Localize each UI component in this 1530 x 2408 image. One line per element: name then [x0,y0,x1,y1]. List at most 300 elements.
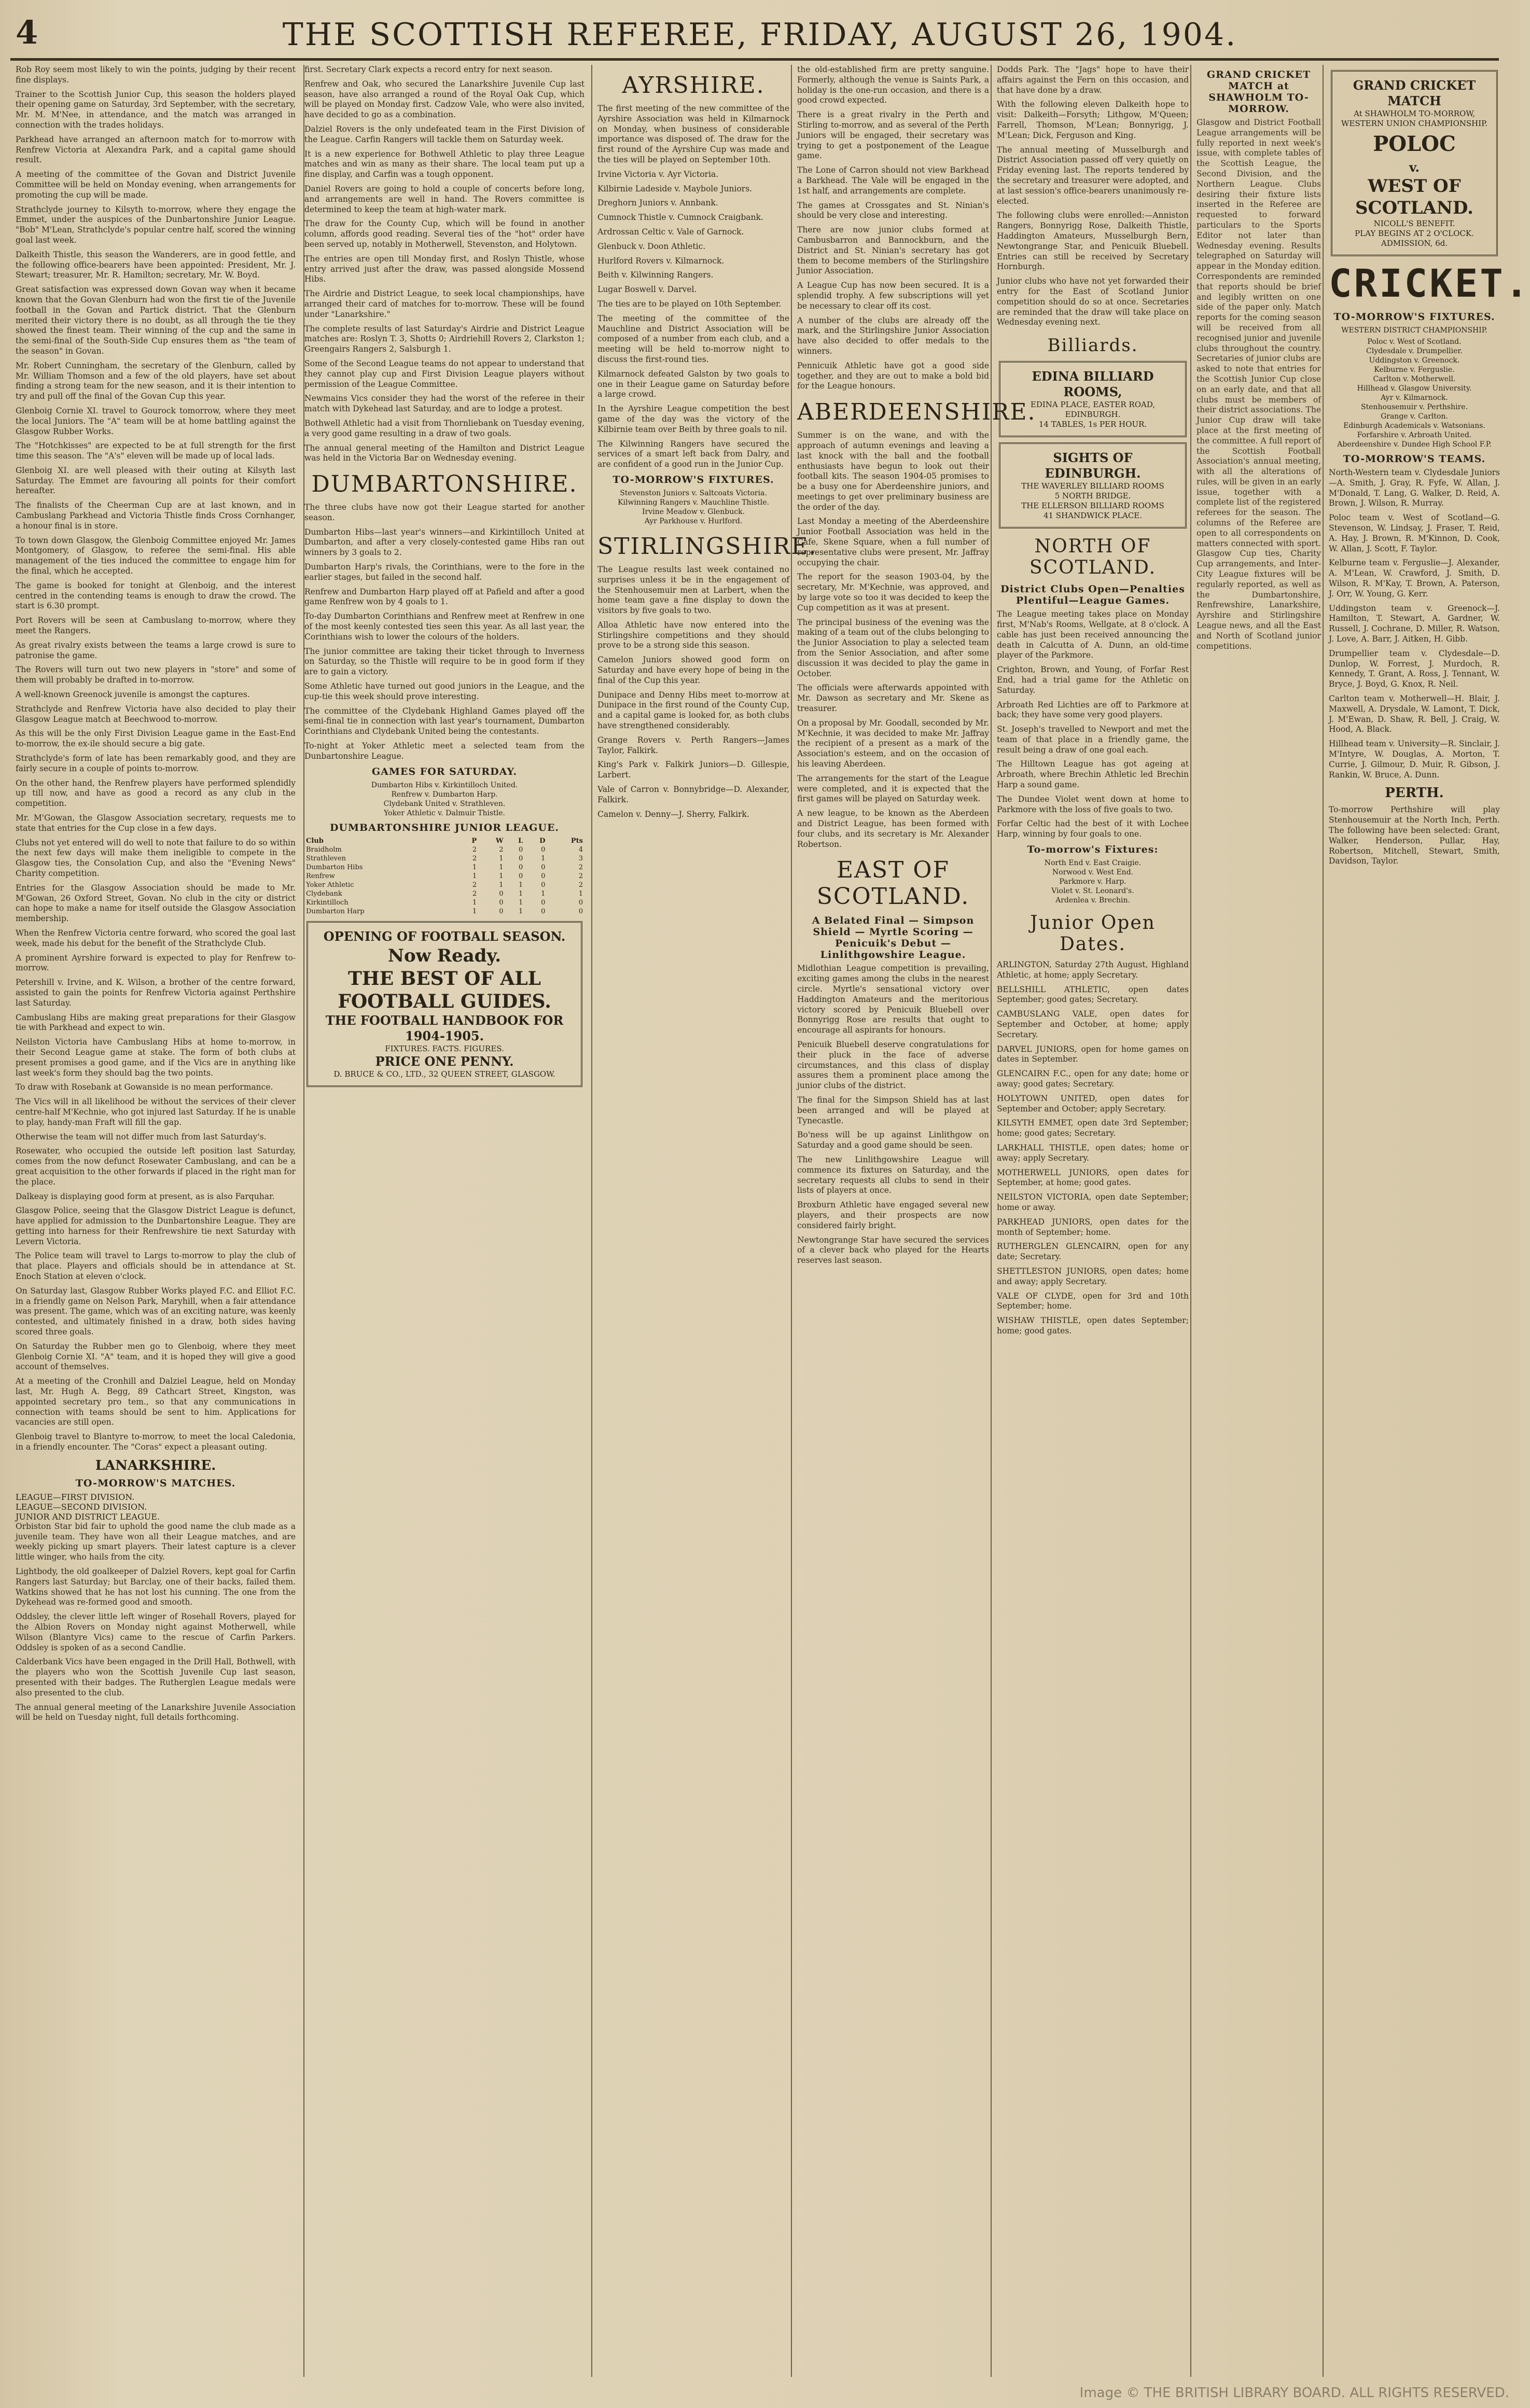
team-list: Kelburne team v. Ferguslie—J. Alexander, A. M'Lean, W. Crawford, J. Smith, D. Wilson, R. M'Kay, T. Brown, A. Paterson, J. Orr, W. Young, G. Kerr. [1329,558,1500,598]
open-date-entry: NEILSTON VICTORIA, open date September; home or away. [997,1192,1189,1212]
column-6 [1190,65,1321,2377]
article-paragraph: Broxburn Athletic have engaged several new players, and their prospects are now considered fairly bright. [797,1200,989,1230]
article-paragraph: Dalziel Rovers is the only undefeated team in the First Division of the League. Carfin Rangers will tackle them on Saturday week. [304,124,585,144]
grand-line-5: v. [1409,160,1420,175]
table-cell: 0 [541,907,546,915]
east-articles [797,964,989,1266]
grand-line-8: PLAY BEGINS AT 2 O'CLOCK. [1355,229,1474,238]
stirlingshire-heading: STIRLINGSHIRE. [597,533,817,560]
table-row [304,854,585,863]
ayrshire-fixtures-heading: TO-MORROW'S FIXTURES. [613,474,774,485]
junior-open-heading: Junior Open Dates. [1030,912,1156,955]
fixture-line: Clydesdale v. Drumpellier. [1366,347,1463,355]
grand-line-1: GRAND CRICKET MATCH [1353,78,1476,108]
article-paragraph: On Saturday the Rubber men go to Glenboig, where they meet Glenboig Cornie XI. "A" team, and it is hoped they will give a good account of themselves. [16,1341,296,1372]
stirlingshire-articles [597,565,789,820]
article-paragraph: To draw with Rosebank at Gowanside is no mean performance. [16,1082,273,1092]
article-paragraph: St. Joseph's travelled to Newport and met the team of that place in a friendly game, the result being a draw of one goal each. [997,725,1189,755]
article-paragraph: The League meeting takes place on Monday first, M'Nab's Rooms, Wellgate, at 8 o'clock. A cable has just been received announcing the death in Calcutta of A. Dunn, an old-time player of the Parkmore. [997,609,1189,660]
article-paragraph: There is a great rivalry in the Perth and Stirling to-morrow, and as several of the Perth Juniors will be engaged, their secretary was trying to get a postponement of the League game. [797,110,989,161]
table-row [304,889,585,898]
table-cell: 0 [499,898,504,907]
article-paragraph: A well-known Greenock juvenile is amongst the captures. [16,690,250,700]
league-col-header: P [471,837,477,845]
ayrshire-more [597,314,789,470]
dunbartonshire-heading: DUMBARTONSHIRE. [311,471,578,498]
ayrshire-articles [597,104,789,310]
team-list: Poloc team v. West of Scotland—G. Stevenson, W. Lindsay, J. Fraser, T. Reid, A. Hay, J. Brown, R. M'Kinnon, D. Cook, W. Allan, J. Scott, F. Taylor. [1329,513,1500,553]
open-date-entry: ARLINGTON, Saturday 27th August, Highland Athletic, at home; apply Secretary. [997,960,1189,980]
aberdeenshire-heading: ABERDEENSHIRE. [797,399,1036,426]
article-paragraph: Ardrossan Celtic v. Vale of Garnock. [597,227,744,236]
article-paragraph: The entries are open till Monday first, and Roslyn Thistle, whose entry arrived just after the draw, was passed alongside Mossend Hibs. [304,254,585,284]
league-col-header: L [518,837,523,845]
table-cell: Yoker Athletic [306,881,354,889]
article-paragraph: On a proposal by Mr. Goodall, seconded by Mr. M'Kechnie, it was decided to make Mr. Jaffray the recipient of a present as a mark of the Association's esteem, and on the occasion of his leaving Aberdeen. [797,718,989,769]
article-paragraph: Glenboig travel to Blantyre to-morrow, to meet the local Caledonia, in a friendly encounter. The "Coras" expect a pleasant outing. [16,1432,296,1452]
table-cell: Braidholm [306,845,342,854]
fixture-line: Ayr Parkhouse v. Hurlford. [644,517,743,525]
table-cell: 0 [499,907,504,915]
article-paragraph: King's Park v. Falkirk Juniors—D. Gillespie, Larbert. [597,760,789,780]
dunbartonshire-articles [304,503,585,762]
open-date-entry: HOLYTOWN UNITED, open dates for September and October; apply Secretary. [997,1093,1189,1113]
article-paragraph: Alloa Athletic have now entered into the Stirlingshire competitions and they should prove to be a strong side this season. [597,620,789,650]
cricket-banner: CRICKET. [1329,261,1530,306]
edina-line-1: EDINA BILLIARD ROOMS, [1032,369,1154,400]
fixture-line: Aberdeenshire v. Dundee High School F.P. [1337,440,1492,449]
article-paragraph: The games at Crossgates and St. Ninian's should be very close and interesting. [797,200,989,220]
table-cell: Dumbarton Hibs [306,863,363,871]
table-cell: 1 [472,898,477,907]
edina-line-2: EDINA PLACE, EASTER ROAD, EDINBURGH. [1030,400,1156,420]
open-date-entry: PARKHEAD JUNIORS, open dates for the month of September; home. [997,1217,1189,1237]
ad-line-3: THE BEST OF ALL FOOTBALL GUIDES. [338,967,551,1012]
column-2 [303,65,585,2377]
article-paragraph: Beith v. Kilwinning Rangers. [597,270,714,280]
article-paragraph: There are now junior clubs formed at Cambusbarron and Bannockburn, and the District and St. Ninian's secretary has got them to become members of the Stirlingshire Junior Association. [797,225,989,276]
north-subheading: District Clubs Open—Penalties Plentiful—League Games. [1000,583,1185,607]
article-paragraph: Great satisfaction was expressed down Govan way when it became known that the Govan Glenburn had won the first tie of the Juvenile football in the Govan and Partick district. That the Glenburn merited their victory there is no doubt, as all through the tie they showed the finest team. Their winning of the cup and the same in the semi-final of the South-Side Cup ensures them as "the team of the season" in Govan. [16,285,296,356]
col4-articles [797,65,989,392]
article-paragraph: Renfrew and Dumbarton Harp played off at Pafield and after a good game Renfrew won by 4 goals to 1. [304,587,585,607]
table-cell: 0 [518,863,523,871]
article-paragraph: Kilmarnock defeated Galston by two goals to one in their League game on Saturday before a large crowd. [597,369,789,399]
article-paragraph: Lightbody, the old goalkeeper of Dalziel Rovers, kept goal for Carfin Rangers last Saturday; but Barclay, one of their backs, failed them. Watkins showed that he has not lost his cunning. The one from the Dykehead was re-formed good and smooth. [16,1567,296,1607]
article-paragraph: The three clubs have now got their League started for another season. [304,503,585,522]
team-list: Uddingston team v. Greenock—J. Hamilton, T. Stewart, A. Gardner, W. Russell, J. Cochrane, D. Miller, R. Watson, J. Love, A. Barr, J. Aitken, H. Gibb. [1329,603,1500,644]
fixture-line: Edinburgh Academicals v. Watsonians. [1343,422,1485,430]
article-paragraph: Penicuik Bluebell deserve congratulations for their pluck in the face of adverse circumstances, and this class of display assures them a prominent place among the junior clubs of the district. [797,1039,989,1091]
article-paragraph: The meeting of the committee of the Mauchline and District Association will be composed of a number from each club, and a meeting will be held to-morrow night to discuss the first-round ties. [597,313,789,364]
article-paragraph: Trainer to the Scottish Junior Cup, this season the holders played their opening game on Saturday, 3rd September, with the secretary, Mr. M. M'Nee, in attendance, and the match was arranged in connection with the trades holidays. [16,89,296,130]
article-paragraph: The junior committee are taking their ticket through to Inverness on Saturday, so the Thistle will require to be in good form if they are to gain a victory. [304,646,585,677]
table-cell: 1 [541,854,546,862]
masthead-rule [10,58,1499,61]
article-paragraph: Grange Rovers v. Perth Rangers—James Taylor, Falkirk. [597,735,789,755]
article-paragraph: Some of the Second League teams do not appear to understand that they cannot play cup and First Division League players without permission of the League Committee. [304,358,585,389]
fixture-line: Ardenlea v. Brechin. [1055,896,1130,905]
open-date-entry: LARKHALL THISTLE, open dates; home or away; apply Secretary. [997,1143,1189,1163]
fixture-line: Renfrew v. Dumbarton Harp. [391,790,498,799]
team-list: Drumpellier team v. Clydesdale—D. Dunlop, W. Forrest, J. Murdoch, R. Kennedy, T. Grant, A. Ross, J. Tennant, W. Bryce, J. Boyd, G. Knox, R. Neil. [1329,648,1500,689]
grand-line-7: NICOLL'S BENEFIT. [1373,219,1455,228]
fixture-line: Stevenston Juniors v. Saltcoats Victoria. [620,489,767,497]
article-paragraph: The finalists of the Cheerman Cup are at last known, and in Cambuslang Parkhead and Victoria Thistle finds Cross Cornhanger, a honour final is in store. [16,500,296,531]
table-cell: 1 [518,881,523,889]
article-paragraph: Glenboig Cornie XI. travel to Gourock tomorrow, where they meet the local Juniors. The "A" team will be at home battling against the Glasgow Rubber Works. [16,406,296,436]
edina-billiards-ad [999,361,1187,437]
grand-line-4: POLOC [1373,132,1456,156]
copyright-credit: Image © THE BRITISH LIBRARY BOARD. ALL RIGHTS RESERVED. [1079,2385,1509,2401]
games-heading: GAMES FOR SATURDAY. [371,765,518,777]
article-paragraph: Dreghorn Juniors v. Annbank. [597,198,718,208]
article-paragraph: At a meeting of the Cronhill and Dalziel League, held on Monday last, Mr. Hugh A. Begg, 89 Cathcart Street, Kingston, was appointed secretary pro tem., so that any communications in connection with teams should be sent to him. Applications for vacancies are still open. [16,1376,296,1427]
league-col-header: Club [306,837,324,845]
open-date-entry: GLENCAIRN F.C., open for any date; home or away; good gates; Secretary. [997,1069,1189,1089]
article-paragraph: Cumnock Thistle v. Cumnock Craigbank. [597,213,763,222]
cricket-teams [1329,468,1500,780]
fixture-line: North End v. East Craigie. [1044,859,1142,868]
article-paragraph: Neilston Victoria have Cambuslang Hibs at home to-morrow, in their Second League game at stake. The form of both clubs at present promises a good game, and if the Vics are in anything like last week's form they should bag the two points. [16,1037,296,1078]
article-paragraph: The report for the season 1903-04, by the secretary, Mr. M'Kechnie, was approved, and by large vote so too it was decided to keep the Cup competition as it was at present. [797,572,989,613]
column-5 [991,65,1189,2377]
fixture-line: Irvine Meadow v. Glenbuck. [642,507,745,516]
table-cell: 0 [499,889,504,898]
fixture-line: Uddingston v. Greenock. [1369,356,1460,365]
grand-line-2: At SHAWHOLM TO-MORROW, [1354,109,1475,118]
table-cell: Strathleven [306,854,346,862]
article-paragraph: The ties are to be played on 10th September. [597,299,782,309]
table-cell: 1 [499,872,504,880]
article-paragraph: The "Hotchkisses" are expected to be at full strength for the first time this season. The "A's" eleven will be made up of local lads. [16,441,296,461]
article-paragraph: first. Secretary Clark expects a record entry for next season. [304,65,553,74]
article-paragraph: The annual general meeting of the Lanarkshire Juvenile Association will be held on Tuesday night, full details forthcoming. [16,1702,296,1722]
article-paragraph: Glasgow Police, seeing that the Glasgow District League is defunct, have applied for admission to the Dunbartonshire League. They are getting into harness for their Renfrewshire tie next Saturday with Levern Victoria. [16,1206,296,1246]
ayrshire-fixtures [597,489,789,526]
table-row [304,863,585,872]
column-4 [791,65,1036,2377]
fixture-line: Dumbarton Hibs v. Kirkintilloch United. [371,781,518,789]
col2-articles [304,65,585,464]
article-paragraph: Dalkeay is displaying good form at present, as is also Farquhar. [16,1191,275,1201]
open-date-entry: VALE OF CLYDE, open for 3rd and 10th September; home. [997,1291,1189,1311]
article-paragraph: Midlothian League competition is prevailing, exciting games among the clubs in the nearest circle. Myrtle's sensational victory over Haddington Amateurs and the meritorious victory scored by Penicuik Bluebell over Bonnyrigg Rose are results that ought to encourage all aspirants for honours. [797,964,989,1035]
table-cell: 0 [518,872,523,880]
open-date-entry: BELLSHILL ATHLETIC, open dates September; good gates; Secretary. [997,984,1189,1005]
fixture-line: Kelburne v. Ferguslie. [1374,366,1455,374]
article-paragraph: The Dundee Violet went down at home to Parkmore with the loss of five goals to two. [997,794,1189,814]
sights-ad [999,442,1187,528]
article-paragraph: Orbiston Star bid fair to uphold the good name the club made as a juvenile team. They have won all their League matches, and are weekly picking up smart players. Their latest capture is a clever little winger, who hails from the city. [16,1521,296,1562]
article-paragraph: The final for the Simpson Shield has at last been arranged and will be played at Tynecastle. [797,1095,989,1125]
article-paragraph: Parkhead have arranged an afternoon match for to-morrow with Renfrew Victoria at Alexandra Park, and a capital game should result. [16,134,296,165]
league-section-label: LEAGUE—SECOND DIVISION. [16,1501,147,1512]
table-cell: 2 [472,845,477,854]
cricket-fixtures [1329,337,1500,449]
fixture-line: Kilwinning Rangers v. Mauchline Thistle. [618,498,769,507]
games-list [304,781,585,818]
fixture-line: Ayr v. Kilmarnock. [1381,394,1448,402]
article-paragraph: Port Rovers will be seen at Cambuslang to-morrow, where they meet the Rangers. [16,616,296,636]
table-cell: Clydebank [306,889,342,898]
table-cell: 1 [578,889,583,898]
article-paragraph: Bo'ness will be up against Linlithgow on Saturday and a good game should be seen. [797,1130,989,1150]
table-cell: Dumbarton Harp [306,907,365,915]
article-paragraph: The draw for the County Cup, which will be found in another column, affords good reading. Several ties of the "hot" order have been served up, notably in Motherwell, Stevenston, and Holytown. [304,219,585,249]
article-paragraph: Dumbarton Hibs—last year's winners—and Kirkintilloch United at Dumbarton, and after a very closely-contested game Hibs ran out winners by 3 goals to 2. [304,527,585,558]
table-cell: 4 [578,845,583,854]
article-paragraph: Some Athletic have turned out good juniors in the League, and the cup-tie this week should prove interesting. [304,681,585,701]
ad-line-2: Now Ready. [387,945,502,966]
article-paragraph: A meeting of the committee of the Govan and District Juvenile Committee will be held on Monday evening, when arrangements for promoting the cup will be made. [16,170,296,200]
article-paragraph: Otherwise the team will not differ much from last Saturday's. [16,1132,267,1142]
article-paragraph: Strathclyde journey to Kilsyth to-morrow, where they engage the Emmet, under the auspices of the Dunbartonshire Junior League. "Bob" M'Lean, Strathclyde's popular centre half, scored the winning goal last week. [16,204,296,245]
table-row [304,881,585,889]
league-col-header: D [539,837,546,845]
article-paragraph: Dumbarton Harp's rivals, the Corinthians, were to the fore in the earlier stages, but failed in the second half. [304,562,585,582]
article-paragraph: The annual meeting of Musselburgh and District Association passed off very quietly on Friday evening last. The reports tendered by the secretary and treasurer were adopted, and at last session's office-bearers unanimously re-elected. [997,145,1189,206]
table-cell: 2 [472,881,477,889]
sights-line-5: 41 SHANDWICK PLACE. [1043,511,1143,521]
sights-line-4: THE ELLERSON BILLIARD ROOMS [1021,501,1164,511]
north-heading: NORTH OF SCOTLAND. [1029,536,1157,579]
table-row [304,845,585,854]
grand-cricket-ad [1331,70,1498,256]
table-cell: 0 [518,854,523,862]
table-cell: 2 [472,889,477,898]
article-paragraph: A League Cup has now been secured. It is a splendid trophy. A few subscriptions will yet be necessary to clear off its cost. [797,281,989,311]
article-paragraph: Mr. Robert Cunningham, the secretary of the Glenburn, called by Mr. William Thomson and a few of the old players, have set about finding a strong team for the new season, and it is their intention to try and pull off the final of the Govan Cup this year. [16,360,296,401]
article-paragraph: The Kilwinning Rangers have secured the services of a smart left back from Dalry, and are confident of a good run in the Junior Cup. [597,439,789,469]
article-paragraph: The principal business of the evening was the making of a team out of the clubs belonging to the Junior Association to play a selected team from the Senior Association, and after some discussion it was decided to play the game in October. [797,617,989,678]
perth-text: To-morrow Perthshire will play Stenhousemuir at the North Inch, Perth. The following have been selected: Grant, Walker, Henderson, Pullar, Hay, Robertson, Mitchell, Stewart, Smith, Davidson, Taylor. [1329,805,1500,866]
table-cell: 2 [578,881,583,889]
team-list: Carlton team v. Motherwell—H. Blair, J. Maxwell, A. Drysdale, W. Lamont, T. Dick, J. M'Ewan, D. Shaw, R. Bell, J. Craig, W. Hood, A. Black. [1329,693,1500,734]
table-cell: 1 [499,863,504,871]
article-paragraph: Strathclyde's form of late has been remarkably good, and they are fairly secure in a couple of points to-morrow. [16,754,296,773]
article-paragraph: Clubs not yet entered will do well to note that failure to do so within the next few days will make them ineligible to compete in the Glasgow ties, the Consolation Cup, and also the "Evening News" Charity competition. [16,838,296,878]
billiards-heading: Billiards. [1047,335,1138,356]
article-paragraph: As great rivalry exists between the teams a large crowd is sure to patronise the game. [16,640,296,660]
table-cell: 2 [578,863,583,871]
league-col-header: W [495,837,504,845]
article-paragraph: Last Monday a meeting of the Aberdeenshire Junior Football Association was held in the Cafe, Skene Square, when a full number of representative clubs were present, Mr. Jaffray occupying the chair. [797,517,989,567]
article-paragraph: A prominent Ayrshire forward is expected to play for Renfrew to-morrow. [16,953,296,973]
fixture-line: Hillhead v. Glasgow University. [1357,384,1472,393]
article-paragraph: Lugar Boswell v. Darvel. [597,285,697,295]
article-paragraph: When the Renfrew Victoria centre forward, who scored the goal last week, made his debut for the benefit of the Strathclyde Club. [16,928,296,948]
article-paragraph: Forfar Celtic had the best of it with Lochee Harp, winning by four goals to one. [997,819,1189,839]
article-paragraph: Camelon Juniors showed good form on Saturday and have every hope of being in the final of the Cup this year. [597,655,789,685]
table-cell: 0 [541,898,546,907]
table-cell: Kirkintilloch [306,898,349,907]
table-row [304,907,585,916]
open-date-entry: DARVEL JUNIORS, open for home games on dates in September. [997,1044,1189,1064]
article-paragraph: The arrangements for the start of the League were completed, and it is expected that the first games will be played on Saturday week. [797,773,989,804]
football-guide-ad [307,921,582,1087]
sights-line-1: SIGHTS OF EDINBURGH. [1045,450,1141,481]
ad-line-7: D. BRUCE & CO., LTD., 32 QUEEN STREET, GLASGOW. [333,1069,555,1079]
table-cell: Renfrew [306,872,335,880]
team-list: North-Western team v. Clydesdale Juniors—A. Smith, J. Gray, R. Fyfe, W. Allan, J. M'Donald, T. Lang, G. Walker, D. Reid, A. Brown, J. Wilson, R. Murray. [1329,468,1500,508]
fixture-line: Poloc v. West of Scotland. [1367,338,1462,346]
article-paragraph: Glenboig XI. are well pleased with their outing at Kilsyth last Saturday. The Emmet are favouring all points for their comfort hereafter. [16,465,296,496]
fixture-line: Violet v. St. Leonard's. [1051,887,1134,896]
table-cell: 1 [518,889,523,898]
col6-text: Glasgow and District Football League arrangements will be fully reported in next week's issue, with complete tables of the Scottish League, the Second Division, and the Northern League. Clubs desiring their fixture lists inserted in the Referee are requested to forward particulars to the Sports Editor not later than Wednesday evening. Results telegraphed on Saturday will appear in the Monday edition. Correspondents are reminded that reports should be brief and legibly written on one side of the paper only. Match reports for the coming season will be received from all recognised junior and juvenile clubs throughout the country. Secretaries of junior clubs are asked to note that entries for the Scottish Junior Cup close on an early date, and that all clubs must be members of their district associations. The Junior Cup draw will take place at the first meeting of the committee. A full report of the Scottish Football Association's annual meeting, with all the alterations of rules, will be given in an early issue, together with a complete list of the registered referees for the season. The columns of the Referee are open to all correspondents on matters connected with sport. Glasgow Cup ties, Charity Cup arrangements, and Inter-City League fixtures will be regularly reported, as well as the Dumbartonshire, Renfrewshire, Lanarkshire, Ayrshire and Stirlingshire League news, and all the East and North of Scotland junior competitions. [1197,118,1321,651]
table-row [304,872,585,881]
article-paragraph: The Rovers will turn out two new players in "store" and some of them will probably be drafted in to-morrow. [16,665,296,685]
fixture-line: Clydebank United v. Strathleven. [383,799,506,808]
article-paragraph: Renfrew and Oak, who secured the Lanarkshire Juvenile Cup last season, have also arranged a round of the Royal Oak Cup, which will be played on Monday first. Cadzow Vale, who were also invited, have decided to go as a combination. [304,79,585,120]
table-cell: 0 [541,872,546,880]
league-col-header: Pts [571,837,583,845]
article-paragraph: It is a new experience for Bothwell Athletic to play three League matches and win as many as their share. The local team put up a fine display, and Carfin was a tough opponent. [304,149,585,179]
league-heading: DUMBARTONSHIRE JUNIOR LEAGUE. [329,822,560,833]
article-paragraph: Daniel Rovers are going to hold a couple of concerts before long, and arrangements are well in hand. The Rovers committee is determined to keep the team at high-water mark. [304,184,585,214]
lanarkshire-heading: LANARKSHIRE. [95,1457,216,1473]
grand-line-6: WEST OF SCOTLAND. [1355,176,1473,218]
article-paragraph: The Police team will travel to Largs to-morrow to play the club of that place. Players and officials should be in attendance at St. Enoch Station at eleven o'clock. [16,1251,296,1282]
table-cell: 0 [578,898,583,907]
table-cell: 1 [499,854,504,862]
article-paragraph: On the other hand, the Renfrew players have performed splendidly up till now, and have as good a record as any club in the competition. [16,778,296,809]
article-paragraph: Mr. M'Gowan, the Glasgow Association secretary, requests me to state that entries for the Cup close in a few days. [16,813,296,833]
lanarkshire-subheading: TO-MORROW'S MATCHES. [75,1477,236,1489]
sights-line-3: 5 NORTH BRIDGE. [1054,491,1131,501]
article-paragraph: With the following eleven Dalkeith hope to visit: Dalkeith—Forsyth; Lithgow, M'Queen; Farrell, Thomson, M'Lean; Bonnyrigg, J. M'Lean; Dick, Ferguson and King. [997,100,1189,140]
article-paragraph: The following clubs were enrolled:—Anniston Rangers, Bonnyrigg Rose, Dalkeith Thistle, Haddington Amateurs, Musselburgh Bern, Newtongrange Star, and Penicuik Bluebell. Entries can still be received by Secretary Hornburgh. [997,211,1189,272]
article-paragraph: In the Ayrshire League competition the best game of the day was the victory of the Kilbirnie team over Beith by three goals to nil. [597,404,789,434]
edina-line-3: 14 TABLES, 1s PER HOUR. [1038,420,1147,429]
article-paragraph: Arbroath Red Lichties are off to Parkmore at back; they have some very good players. [997,700,1189,720]
table-cell: 1 [472,907,477,915]
article-paragraph: Bothwell Athletic had a visit from Thornliebank on Tuesday evening, a very good game resulting in a draw of two goals. [304,418,585,438]
team-list: Hillhead team v. University—R. Sinclair, J. M'Intyre, W. Douglas, A. Morton, T. Currie, J. Gilmour, D. Muir, R. Gibson, J. Rankin, W. Bruce, A. Dunn. [1329,739,1500,780]
sights-line-2: THE WAVERLEY BILLIARD ROOMS [1021,481,1164,491]
cricket-fixtures-heading: TO-MORROW'S FIXTURES. [1333,311,1495,323]
perth-heading: PERTH. [1385,785,1444,801]
north-articles [997,609,1189,840]
cricket-fixtures-sub: WESTERN DISTRICT CHAMPIONSHIP. [1341,326,1487,335]
col5-articles [997,65,1189,328]
article-paragraph: Petershill v. Irvine, and K. Wilson, a brother of the centre forward, assisted to gain the points for Renfrew Victoria against Perthshire last Saturday. [16,978,296,1008]
article-paragraph: The complete results of last Saturday's Airdrie and District League matches are: Roslyn T. 3, Shotts 0; Airdriehill Rovers 2, Clarkston 1; Greengairs Rangers 2, Salsburgh 1. [304,324,585,354]
article-paragraph: To-night at Yoker Athletic meet a selected team from the Dunbartonshire League. [304,741,585,761]
table-cell: 1 [472,863,477,871]
fixture-line: Forfarshire v. Arbroath United. [1357,431,1472,439]
article-paragraph: Newtongrange Star have secured the services of a clever back who played for the Hearts reserves last season. [797,1235,989,1265]
article-paragraph: The game is booked for tonight at Glenboig, and the interest centred in the contending teams is enough to draw the crowd. The start is 6.30 prompt. [16,580,296,611]
table-cell: 1 [472,872,477,880]
table-cell: 0 [578,907,583,915]
table-cell: 1 [541,889,546,898]
table-cell: 1 [518,907,523,915]
article-paragraph: Dodds Park. The "Jags" hope to have their affairs against the Fern on this occasion, and that have done by a draw. [997,65,1189,95]
article-paragraph: Summer is on the wane, and with the approach of autumn evenings and leaving a last knock with the ball and the football enthusiasts have begun to look out their football kits. The season 1904-05 promises to be a busy one for Aberdeenshire juniors, and meetings to get over preliminary business are the order of the day. [797,430,989,512]
article-paragraph: A new league, to be known as the Aberdeen and District League, has been formed with four clubs, and its secretary is Mr. Alexander Robertson. [797,809,989,849]
article-paragraph: Strathclyde and Renfrew Victoria have also decided to play their Glasgow League match at Beechwood to-morrow. [16,704,296,724]
league-section-label: LEAGUE—FIRST DIVISION. [16,1492,135,1502]
article-paragraph: Vale of Carron v. Bonnybridge—D. Alexander, Falkirk. [597,785,789,804]
article-paragraph: Junior clubs who have not yet forwarded their entry for the East of Scotland Junior competition should do so at once. Secretaries are reminded that the draw will take place on Wednesday evening next. [997,276,1189,327]
junior-open-entries [997,960,1189,1337]
grand-line-9: ADMISSION, 6d. [1381,239,1448,248]
fixture-line: Parkmore v. Harp. [1059,878,1126,886]
newspaper-title: THE SCOTTISH REFEREE, FRIDAY, AUGUST 26, 1904. [282,17,1237,53]
article-paragraph: Dalkeith Thistle, this season the Wanderers, are in good fettle, and the following office-bearers have been appointed: President, Mr. J. Stewart; treasurer, Mr. R. Hamilton; secretary, Mr. W. Boyd. [16,249,296,280]
open-date-entry: SHETTLESTON JUNIORS, open dates; home and away; apply Secretary. [997,1266,1189,1286]
col1-articles-after [16,1522,296,1723]
article-paragraph: Calderbank Vics have been engaged in the Drill Hall, Bothwell, with the players who won the Scottish Juvenile Cup last season, presented with their badges. The Rutherglen League medals were also presented to the club. [16,1657,296,1697]
table-cell: 0 [541,881,546,889]
table-cell: 3 [578,854,583,862]
table-cell: 2 [578,872,583,880]
article-paragraph: The officials were afterwards appointed with Mr. Dawson as secretary and Mr. Skene as treasurer. [797,683,989,714]
table-cell: 1 [499,881,504,889]
league-table [304,837,585,916]
north-fixtures-heading: To-morrow's Fixtures: [1027,844,1159,856]
article-paragraph: Rosewater, who occupied the outside left position last Saturday, comes from the now defunct Rosewater Cambuslang, and can be a great acquisition to the other forwards if placed in the right man for the place. [16,1146,296,1187]
table-cell: 2 [499,845,504,854]
open-date-entry: CAMBUSLANG VALE, open dates for September and October, at home; apply Secretary. [997,1009,1189,1039]
col6-heading: GRAND CRICKET MATCH at SHAWHOLM TO-MORROW. [1206,69,1311,115]
article-paragraph: Pennicuik Athletic have got a good side together, and they are out to make a bold bid for the League honours. [797,360,989,391]
article-paragraph: A number of the clubs are already off the mark, and the Stirlingshire Junior Association have also decided to offer medals to the winners. [797,315,989,356]
open-date-entry: WISHAW THISTLE, open dates September; home; good gates. [997,1316,1189,1335]
article-paragraph: The Airdrie and District League, to seek local championships, have arranged their card of matches for to-morrow. These will be found under "Lanarkshire." [304,289,585,319]
table-cell: 1 [518,898,523,907]
masthead [0,9,1520,56]
ad-line-6: PRICE ONE PENNY. [375,1053,514,1069]
article-paragraph: The committee of the Clydebank Highland Games played off the semi-final tie in connection with last year's tournament, Dumbarton Corinthians and Clydebank United being the contestants. [304,706,585,736]
article-paragraph: To-day Dumbarton Corinthians and Renfrew meet at Renfrew in one of the most keenly contested ties seen this year. As all last year, the Corinthians wish to lower the colours of the holders. [304,611,585,642]
article-paragraph: Camelon v. Denny—J. Sherry, Falkirk. [597,809,749,819]
article-paragraph: As this will be the only First Division League game in the East-End to-morrow, the ex-ile should secure a big gate. [16,729,296,749]
ayrshire-heading: AYRSHIRE. [622,72,765,99]
article-paragraph: Glenbuck v. Doon Athletic. [597,241,706,251]
article-paragraph: The annual general meeting of the Hamilton and District League was held in the Victoria Bar on Wednesday evening. [304,443,585,463]
league-section-label: JUNIOR AND DISTRICT LEAGUE. [16,1511,160,1522]
ad-line-4: THE FOOTBALL HANDBOOK FOR 1904-1905. [325,1012,564,1043]
page-number: 4 [16,13,38,51]
open-date-entry: MOTHERWELL JUNIORS, open dates for September, at home; good gates. [997,1167,1189,1188]
article-paragraph: Entries for the Glasgow Association should be made to Mr. M'Gowan, 26 Oxford Street, Govan. No club in the city or district can hope to make a name for itself outside the Glasgow Association membership. [16,883,296,924]
article-paragraph: The League results last week contained no surprises unless it be in the engagement of the Stenhousemuir men at Larbert, when the home team gave a fine display to down the visitors by five goals to two. [597,564,789,616]
col1-articles [16,65,296,1453]
lanarkshire-sections [16,1492,296,1522]
article-paragraph: Newmains Vics consider they had the worst of the referee in their match with Dykehead last Saturday, and are to lodge a protest. [304,394,585,414]
grand-line-3: WESTERN UNION CHAMPIONSHIP. [1341,119,1487,128]
article-paragraph: Crighton, Brown, and Young, of Forfar Rest End, had a trial game for the Athletic on Saturday. [997,665,1189,695]
fixture-line: Stenhousemuir v. Perthshire. [1360,403,1468,411]
fixture-line: Yoker Athletic v. Dalmuir Thistle. [384,809,505,817]
teams-heading: TO-MORROW'S TEAMS. [1343,453,1486,465]
column-1 [16,65,296,2377]
fixture-line: Norwood v. West End. [1052,868,1134,877]
article-paragraph: Hurlford Rovers v. Kilmarnock. [597,256,725,266]
article-paragraph: Cambuslang Hibs are making great preparations for their Glasgow tie with Parkhead and expect to win. [16,1012,296,1033]
article-paragraph: Oddsley, the clever little left winger of Rosehall Rovers, played for the Albion Rovers on Monday night against Motherwell, while Wilson (Blantyre Vics) came to the rescue of Carfin Parkers. Oddsley is spoken of as a second Candlie. [16,1612,296,1652]
column-3 [591,65,817,2377]
article-paragraph: The Vics will in all likelihood be without the services of their clever centre-half M'Kechnie, who got injured last Saturday. If he is unable to play, handy-man Fraft will fill the gap. [16,1097,296,1127]
article-paragraph: Kilbirnie Ladeside v. Maybole Juniors. [597,184,753,193]
article-paragraph: Rob Roy seem most likely to win the points, judging by their recent fine displays. [16,65,296,85]
league-table-header [304,837,585,845]
aberdeenshire-articles [797,430,989,850]
north-fixtures [997,858,1189,905]
